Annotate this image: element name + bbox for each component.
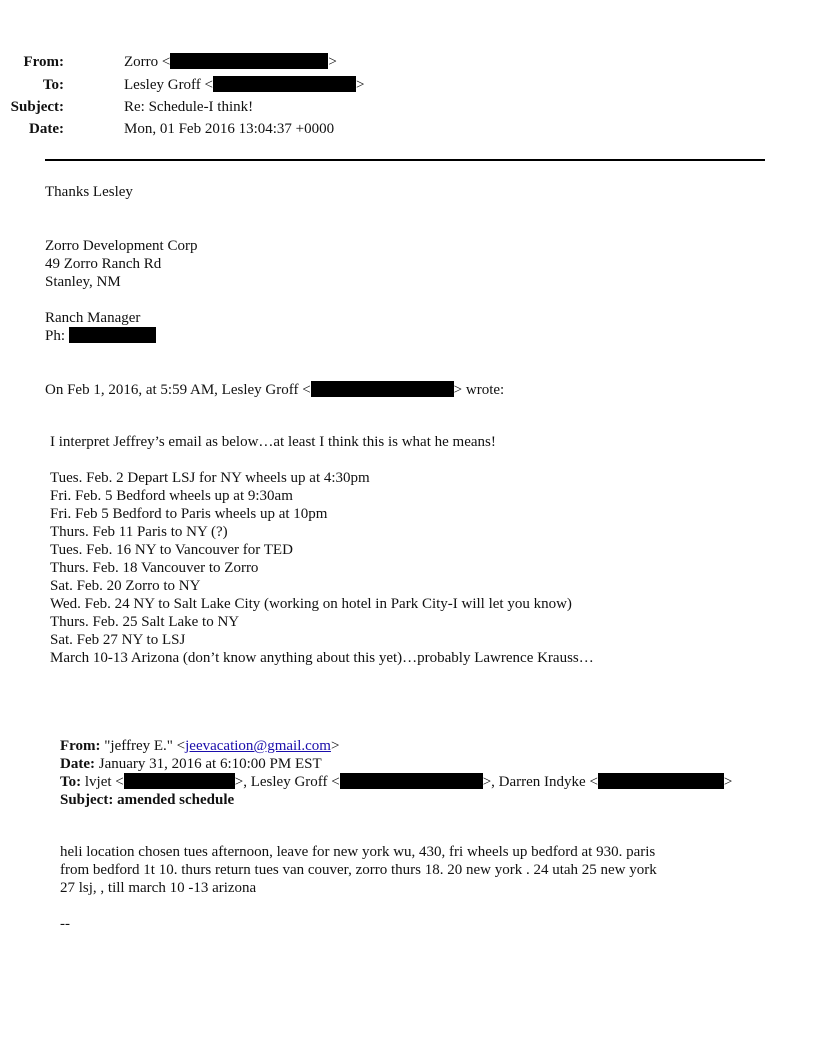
quoted-intro: I interpret Jeffrey’s email as below…at least I think this is what he means! bbox=[50, 434, 496, 450]
original-body-line: 27 lsj, , till march 10 -13 arizona bbox=[60, 880, 257, 896]
original-subject-row: Subject: amended schedule bbox=[60, 792, 235, 808]
header-date-row bbox=[0, 119, 760, 139]
signature-separator: -- bbox=[60, 916, 70, 932]
header-from-label: From: bbox=[23, 54, 64, 70]
header-subject-label: Subject: bbox=[10, 99, 64, 115]
header-divider bbox=[45, 159, 765, 161]
original-date-row: Date: January 31, 2016 at 6:10:00 PM EST bbox=[60, 756, 322, 772]
schedule-item: Thurs. Feb. 18 Vancouver to Zorro bbox=[50, 560, 259, 576]
schedule-item: Fri. Feb. 5 Bedford wheels up at 9:30am bbox=[50, 488, 293, 504]
signature-line: 49 Zorro Ranch Rd bbox=[45, 256, 162, 272]
signature-line: Zorro Development Corp bbox=[45, 238, 198, 254]
header-from-name: Zorro < bbox=[124, 54, 171, 70]
signature-phone: Ph: bbox=[45, 327, 156, 345]
redacted-email bbox=[340, 773, 483, 789]
header-date-value: Mon, 01 Feb 2016 13:04:37 +0000 bbox=[124, 121, 335, 137]
signature-line: Stanley, NM bbox=[45, 274, 121, 290]
original-body-line: from bedford 1t 10. thurs return tues van couver, zorro thurs 18. 20 new york . 24 utah 25 new york bbox=[60, 862, 657, 878]
schedule-item: Sat. Feb 27 NY to LSJ bbox=[50, 632, 186, 648]
header-to-name: Lesley Groff < bbox=[124, 77, 213, 93]
redacted-email bbox=[213, 76, 356, 92]
schedule-item: Thurs. Feb. 25 Salt Lake to NY bbox=[50, 614, 240, 630]
original-body-line: heli location chosen tues afternoon, leave for new york wu, 430, fri wheels up bedford at 930. paris bbox=[60, 844, 656, 860]
header-to-row: To: Lesley Groff < > bbox=[42, 77, 365, 93]
header-subject-row bbox=[0, 97, 760, 117]
schedule-item: Fri. Feb 5 Bedford to Paris wheels up at 10pm bbox=[50, 506, 328, 522]
schedule-item: Wed. Feb. 24 NY to Salt Lake City (working on hotel in Park City-I will let you know) bbox=[50, 596, 572, 612]
schedule-item: March 10-13 Arizona (don’t know anything about this yet)…probably Lawrence Krauss… bbox=[50, 650, 594, 666]
schedule-item: Sat. Feb. 20 Zorro to NY bbox=[50, 578, 201, 594]
quote-attribution: On Feb 1, 2016, at 5:59 AM, Lesley Groff < > wrote: bbox=[45, 382, 505, 398]
redacted-email bbox=[311, 381, 454, 397]
header-to-label: To: bbox=[42, 77, 64, 93]
schedule-item: Tues. Feb. 16 NY to Vancouver for TED bbox=[50, 542, 293, 558]
original-to-row: To: lvjet < >, Lesley Groff < >, Darren Indyke < > bbox=[60, 774, 733, 790]
schedule-item: Tues. Feb. 2 Depart LSJ for NY wheels up at 4:30pm bbox=[50, 470, 370, 486]
reply-greeting: Thanks Lesley bbox=[45, 184, 133, 200]
signature-title: Ranch Manager bbox=[45, 310, 141, 326]
redacted-email bbox=[598, 773, 724, 789]
redacted-phone bbox=[69, 327, 156, 343]
sender-email-link[interactable]: jeevacation@gmail.com bbox=[185, 738, 331, 754]
header-subject-value: Re: Schedule-I think! bbox=[124, 99, 254, 115]
redacted-email bbox=[170, 53, 328, 69]
schedule-item: Thurs. Feb 11 Paris to NY (?) bbox=[50, 524, 228, 540]
original-from-row: From: "jeffrey E." <jeevacation@gmail.com> bbox=[60, 738, 340, 754]
redacted-email bbox=[124, 773, 235, 789]
header-from-row: From: Zorro < > bbox=[23, 54, 337, 70]
header-date-label: Date: bbox=[29, 121, 64, 137]
